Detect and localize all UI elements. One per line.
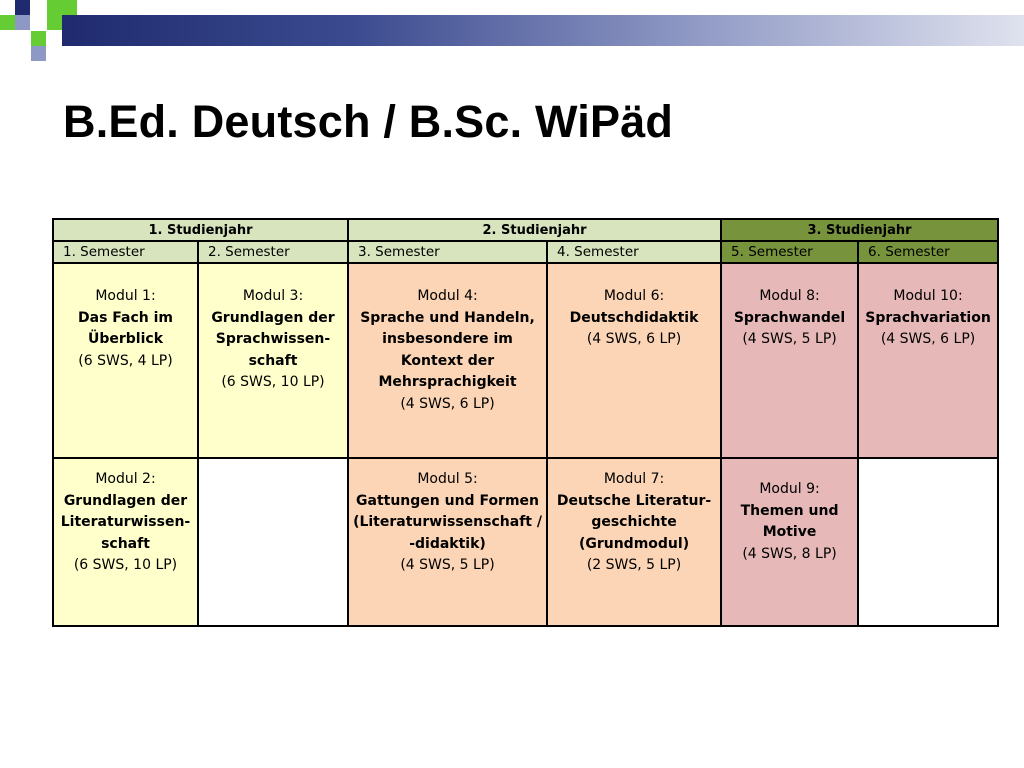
module-cell-8 bbox=[721, 263, 858, 458]
module-row-2 bbox=[53, 458, 998, 626]
module-title-line: insbesondere im bbox=[382, 331, 513, 347]
module-details: (4 SWS, 6 LP) bbox=[880, 331, 976, 347]
module-cell-3 bbox=[198, 263, 348, 458]
module-title-line: Literaturwissen- bbox=[60, 514, 191, 530]
module-row-1 bbox=[53, 263, 998, 458]
deco-square bbox=[47, 15, 62, 30]
module-details: (4 SWS, 5 LP) bbox=[400, 557, 495, 573]
module-cell-7 bbox=[547, 458, 721, 626]
slide-title: B.Ed. Deutsch / B.Sc. WiPäd bbox=[63, 96, 674, 147]
module-title-line: (Literaturwissenschaft / bbox=[353, 514, 542, 530]
module-title-line: Sprache und Handeln, bbox=[360, 309, 535, 326]
empty-cell bbox=[858, 458, 998, 626]
deco-square bbox=[31, 31, 46, 46]
module-number: Modul 7: bbox=[603, 471, 665, 487]
deco-square bbox=[15, 15, 30, 30]
module-details: (6 SWS, 10 LP) bbox=[73, 557, 178, 573]
module-title-line: Grundlagen der bbox=[211, 309, 335, 326]
module-number: Modul 3: bbox=[242, 288, 304, 304]
module-details: (2 SWS, 5 LP) bbox=[586, 557, 682, 573]
module-details: (4 SWS, 8 LP) bbox=[742, 545, 837, 562]
module-cell-9 bbox=[721, 458, 858, 626]
module-title-line: Sprachwissen- bbox=[215, 331, 331, 347]
year-header-1: 1. Studienjahr bbox=[53, 219, 348, 241]
module-number: Modul 9: bbox=[759, 481, 820, 497]
empty-cell bbox=[198, 458, 348, 626]
module-cell-6 bbox=[547, 263, 721, 458]
module-cell-4 bbox=[348, 263, 547, 458]
semester-1: 1. Semester bbox=[53, 241, 198, 263]
module-plan-table bbox=[52, 218, 999, 627]
module-cell-1 bbox=[53, 263, 198, 458]
module-title-line: schaft bbox=[248, 352, 298, 369]
module-title-line: Kontext der bbox=[400, 352, 495, 369]
module-details: (4 SWS, 5 LP) bbox=[742, 331, 837, 347]
module-number: Modul 6: bbox=[603, 288, 665, 304]
module-details: (6 SWS, 4 LP) bbox=[78, 352, 173, 369]
deco-square bbox=[31, 46, 46, 61]
semester-2: 2. Semester bbox=[198, 241, 348, 263]
module-cell-2 bbox=[53, 458, 198, 626]
module-cell-5 bbox=[348, 458, 547, 626]
module-number: Modul 8: bbox=[759, 288, 820, 304]
semester-4: 4. Semester bbox=[547, 241, 721, 263]
module-details: (6 SWS, 10 LP) bbox=[221, 374, 325, 390]
deco-square bbox=[62, 0, 77, 15]
module-title-line: Mehrsprachigkeit bbox=[378, 374, 517, 390]
module-details: (4 SWS, 6 LP) bbox=[586, 331, 682, 347]
module-cell-10 bbox=[858, 263, 998, 458]
deco-square bbox=[0, 15, 15, 30]
module-title-line: Themen und bbox=[740, 502, 839, 519]
semester-header-row bbox=[53, 241, 998, 263]
deco-square bbox=[47, 0, 62, 15]
module-title-line: geschichte bbox=[591, 514, 677, 530]
module-title-line: Überblick bbox=[87, 331, 164, 347]
module-title-line: Deutschdidaktik bbox=[569, 309, 699, 326]
module-title-line: Deutsche Literatur- bbox=[556, 492, 712, 509]
module-title-line: Gattungen und Formen bbox=[356, 492, 540, 509]
module-number: Modul 1: bbox=[95, 288, 156, 304]
header-gradient-bar bbox=[62, 15, 1024, 46]
module-number: Modul 4: bbox=[417, 288, 478, 304]
module-title-line: Motive bbox=[762, 524, 817, 540]
module-title-line: Sprachwandel bbox=[733, 309, 846, 326]
module-title-line: -didaktik) bbox=[409, 535, 486, 552]
module-title-line: (Grundmodul) bbox=[578, 535, 690, 552]
module-details: (4 SWS, 6 LP) bbox=[400, 395, 495, 412]
module-title-line: Das Fach im bbox=[78, 309, 173, 326]
module-title-line: Grundlagen der bbox=[63, 492, 188, 509]
year-header-3: 3. Studienjahr bbox=[721, 219, 998, 241]
module-title-line: Sprachvariation bbox=[865, 309, 991, 326]
module-number: Modul 5: bbox=[417, 471, 478, 487]
module-number: Modul 2: bbox=[95, 471, 156, 487]
year-header-2: 2. Studienjahr bbox=[348, 219, 721, 241]
semester-3: 3. Semester bbox=[348, 241, 547, 263]
module-number: Modul 10: bbox=[893, 288, 963, 304]
semester-5: 5. Semester bbox=[721, 241, 858, 263]
year-header-row bbox=[53, 219, 998, 241]
module-title-line: schaft bbox=[101, 535, 150, 552]
semester-6: 6. Semester bbox=[858, 241, 998, 263]
deco-square bbox=[15, 0, 30, 15]
